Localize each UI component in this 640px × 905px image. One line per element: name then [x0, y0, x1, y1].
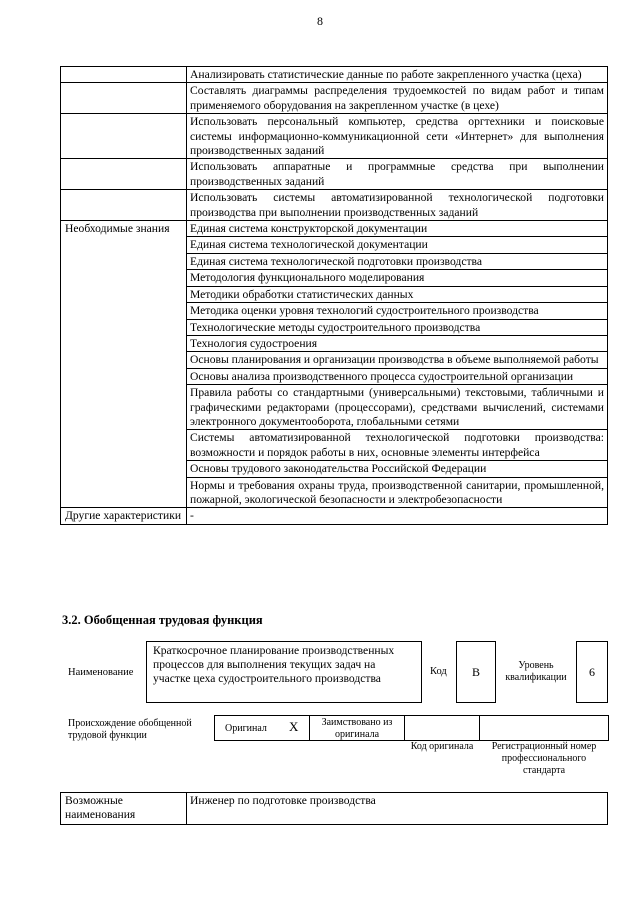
- knowledge-item: Методики обработки статистических данных: [187, 286, 608, 302]
- knowledge-item: Правила работы со стандартными (универсальными) текстовыми, табличными и графическими редакторами (процессорами), средствами вычислений, системами электронного документооборота, глобальными сетями: [187, 385, 608, 430]
- skill-row: [61, 159, 608, 190]
- knowledge-item: Нормы и требования охраны труда, производственной санитарии, промышленной, пожарной, экологической безопасности и электробезопасности: [187, 477, 608, 508]
- origin-borrowed-cell: [309, 715, 405, 741]
- other-label: Другие характеристики: [61, 508, 187, 524]
- knowledge-label: Необходимые знания: [61, 221, 187, 508]
- knowledge-item: Методика оценки уровня технологий судостроительного производства: [187, 303, 608, 319]
- skill-row: [61, 67, 608, 83]
- origin-original-cell: [214, 715, 310, 741]
- origin-code-cell: [404, 715, 480, 741]
- competency-table: [60, 66, 608, 525]
- reg-caption: Регистрационный номер профессионального стандарта: [491, 741, 597, 776]
- knowledge-item: Технология судостроения: [187, 335, 608, 351]
- knowledge-item: Основы планирования и организации производства в объеме выполняемой работы: [187, 352, 608, 368]
- positions-value: Инженер по подготовке производства: [187, 793, 608, 825]
- origin-label: Происхождение обобщенной трудовой функции: [68, 718, 192, 741]
- knowledge-item: Технологические методы судостроительного производства: [187, 319, 608, 335]
- other-row: [61, 508, 608, 524]
- page-number: 8: [317, 14, 323, 28]
- other-value: -: [187, 508, 608, 524]
- skill-row: [61, 190, 608, 221]
- skill-row: [61, 114, 608, 159]
- function-name-value: Краткосрочное планирование производственных процессов для выполнения текущих задач на участке цеха судостроительного производства: [146, 641, 422, 703]
- skills-label-cell: [61, 67, 187, 83]
- knowledge-item: Основы трудового законодательства Российской Федерации: [187, 461, 608, 477]
- skill-item: Использовать аппаратные и программные средства при выполнении производственных заданий: [187, 159, 608, 190]
- name-label: Наименование: [68, 667, 134, 678]
- knowledge-item: Единая система технологической документации: [187, 237, 608, 253]
- knowledge-item: Единая система технологической подготовки производства: [187, 253, 608, 269]
- knowledge-item: Основы анализа производственного процесса судостроительной организации: [187, 368, 608, 384]
- knowledge-item: Системы автоматизированной технологической подготовки производства: возможности и порядок работы в них, основные элементы интерфейса: [187, 430, 608, 461]
- positions-table: [60, 792, 608, 825]
- code-caption: Код оригинала: [410, 741, 474, 752]
- section-title: 3.2. Обобщенная трудовая функция: [62, 613, 263, 627]
- skill-row: [61, 83, 608, 114]
- origin-reg-number-cell: [479, 715, 609, 741]
- original-label: Оригинал: [225, 723, 267, 734]
- positions-label: Возможные наименования: [61, 793, 187, 825]
- code-label: Код: [430, 666, 447, 677]
- skill-item: Использовать персональный компьютер, средства оргтехники и поисковые системы информационно-коммуникационной сети «Интернет» для выполнения производственных заданий: [187, 114, 608, 159]
- knowledge-row: [61, 221, 608, 237]
- level-value: 6: [576, 641, 608, 703]
- skill-item: Составлять диаграммы распределения трудоемкостей по видам работ и типам применяемого оборудования на закрепленном участке (в цехе): [187, 83, 608, 114]
- knowledge-item: Единая система конструкторской документации: [187, 221, 608, 237]
- knowledge-item: Методология функционального моделирования: [187, 270, 608, 286]
- code-value: B: [456, 641, 496, 703]
- original-mark: X: [289, 719, 299, 734]
- borrowed-label: Заимствовано из оригинала: [321, 717, 393, 740]
- level-label: Уровень квалификации: [505, 660, 567, 683]
- skill-item: Анализировать статистические данные по работе закрепленного участка (цеха): [187, 67, 608, 83]
- skill-item: Использовать системы автоматизированной технологической подготовки производства при выполнении производственных заданий: [187, 190, 608, 221]
